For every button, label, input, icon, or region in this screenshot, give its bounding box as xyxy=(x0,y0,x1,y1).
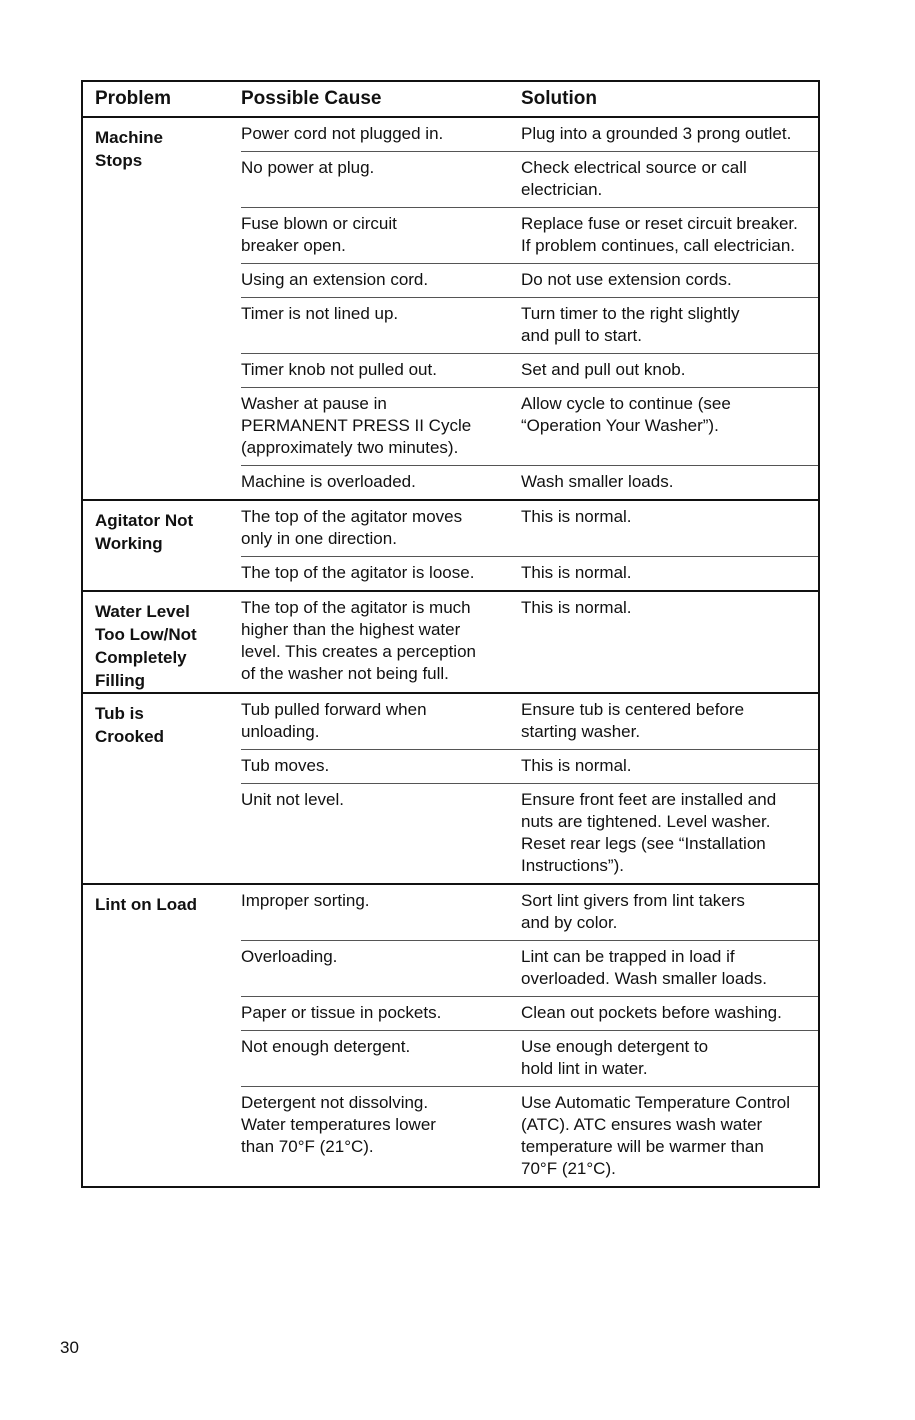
table-row xyxy=(241,941,818,997)
cause-solution-rows xyxy=(241,118,818,499)
cause-cell: Unit not level. xyxy=(241,790,344,809)
problem-label: Agitator Not Working xyxy=(95,511,194,553)
table-row xyxy=(241,466,818,499)
problem-label: Lint on Load xyxy=(95,895,197,914)
solution-cell: Lint can be trapped in load if overloaded. Wash smaller loads. xyxy=(521,947,767,988)
solution-cell: Sort lint givers from lint takers and by color. xyxy=(521,891,745,932)
table-row xyxy=(241,264,818,298)
table-row xyxy=(241,1087,818,1186)
table-body xyxy=(83,118,818,1186)
table-row xyxy=(241,885,818,941)
table-row xyxy=(241,694,818,750)
cause-solution-rows xyxy=(241,694,818,883)
solution-cell: Use enough detergent to hold lint in water. xyxy=(521,1037,709,1078)
problem-group xyxy=(83,501,818,592)
table-row xyxy=(241,1031,818,1087)
cause-cell: Not enough detergent. xyxy=(241,1037,411,1056)
page-number: 30 xyxy=(60,1338,79,1357)
cause-cell: Machine is overloaded. xyxy=(241,472,416,491)
problem-label: Tub is Crooked xyxy=(95,704,164,746)
cause-cell: Detergent not dissolving. Water temperatures lower than 70°F (21°C). xyxy=(241,1093,436,1156)
table-row xyxy=(241,388,818,466)
header-solution: Solution xyxy=(521,88,597,109)
solution-cell: Ensure front feet are installed and nuts are tightened. Level washer. Reset rear legs (see “Installation Instructions”). xyxy=(521,790,777,875)
table-row xyxy=(241,152,818,208)
cause-cell: Timer knob not pulled out. xyxy=(241,360,437,379)
cause-cell: Tub moves. xyxy=(241,756,330,775)
table-row xyxy=(241,501,818,557)
cause-cell: The top of the agitator is loose. xyxy=(241,563,475,582)
solution-cell: Do not use extension cords. xyxy=(521,270,732,289)
header-problem: Problem xyxy=(95,88,172,109)
solution-cell: Ensure tub is centered before starting washer. xyxy=(521,700,745,741)
problem-label: Water Level Too Low/Not Completely Filling xyxy=(95,602,197,690)
solution-cell: Plug into a grounded 3 prong outlet. xyxy=(521,124,792,143)
solution-cell: Check electrical source or call electrician. xyxy=(521,158,747,199)
header-cause: Possible Cause xyxy=(241,88,382,109)
solution-cell: Turn timer to the right slightly and pull to start. xyxy=(521,304,740,345)
table-header xyxy=(83,82,818,118)
solution-cell: This is normal. xyxy=(521,563,632,582)
cause-cell: Timer is not lined up. xyxy=(241,304,399,323)
cause-cell: Washer at pause in PERMANENT PRESS II Cycle (approximately two minutes). xyxy=(241,394,472,457)
cause-cell: The top of the agitator moves only in one direction. xyxy=(241,507,463,548)
problem-label: Machine Stops xyxy=(95,128,164,170)
table-row xyxy=(241,354,818,388)
solution-cell: Wash smaller loads. xyxy=(521,472,674,491)
table-row xyxy=(241,298,818,354)
cause-cell: Paper or tissue in pockets. xyxy=(241,1003,442,1022)
solution-cell: Use Automatic Temperature Control (ATC). ATC ensures wash water temperature will be warmer than 70°F (21°C). xyxy=(521,1093,790,1178)
cause-cell: Improper sorting. xyxy=(241,891,370,910)
cause-cell: Tub pulled forward when unloading. xyxy=(241,700,427,741)
problem-group xyxy=(83,592,818,694)
table-row xyxy=(241,557,818,590)
solution-cell: Set and pull out knob. xyxy=(521,360,686,379)
cause-cell: Using an extension cord. xyxy=(241,270,429,289)
problem-group xyxy=(83,694,818,885)
cause-cell: The top of the agitator is much higher than the highest water level. This creates a perception of the washer not being full. xyxy=(241,598,476,683)
solution-cell: Replace fuse or reset circuit breaker. If problem continues, call electrician. xyxy=(521,214,798,255)
cause-cell: Power cord not plugged in. xyxy=(241,124,444,143)
problem-group xyxy=(83,885,818,1186)
solution-cell: Allow cycle to continue (see “Operation Your Washer”). xyxy=(521,394,731,435)
table-row xyxy=(241,750,818,784)
cause-cell: Overloading. xyxy=(241,947,338,966)
troubleshooting-table xyxy=(81,80,820,1188)
cause-cell: No power at plug. xyxy=(241,158,375,177)
solution-cell: This is normal. xyxy=(521,598,632,617)
cause-solution-rows xyxy=(241,501,818,590)
table-row xyxy=(241,118,818,152)
solution-cell: Clean out pockets before washing. xyxy=(521,1003,782,1022)
cause-solution-rows xyxy=(241,592,818,692)
solution-cell: This is normal. xyxy=(521,507,632,526)
cause-solution-rows xyxy=(241,885,818,1186)
problem-group xyxy=(83,118,818,501)
table-row xyxy=(241,592,818,691)
table-row xyxy=(241,997,818,1031)
cause-cell: Fuse blown or circuit breaker open. xyxy=(241,214,397,255)
table-row xyxy=(241,784,818,883)
table-row xyxy=(241,208,818,264)
solution-cell: This is normal. xyxy=(521,756,632,775)
